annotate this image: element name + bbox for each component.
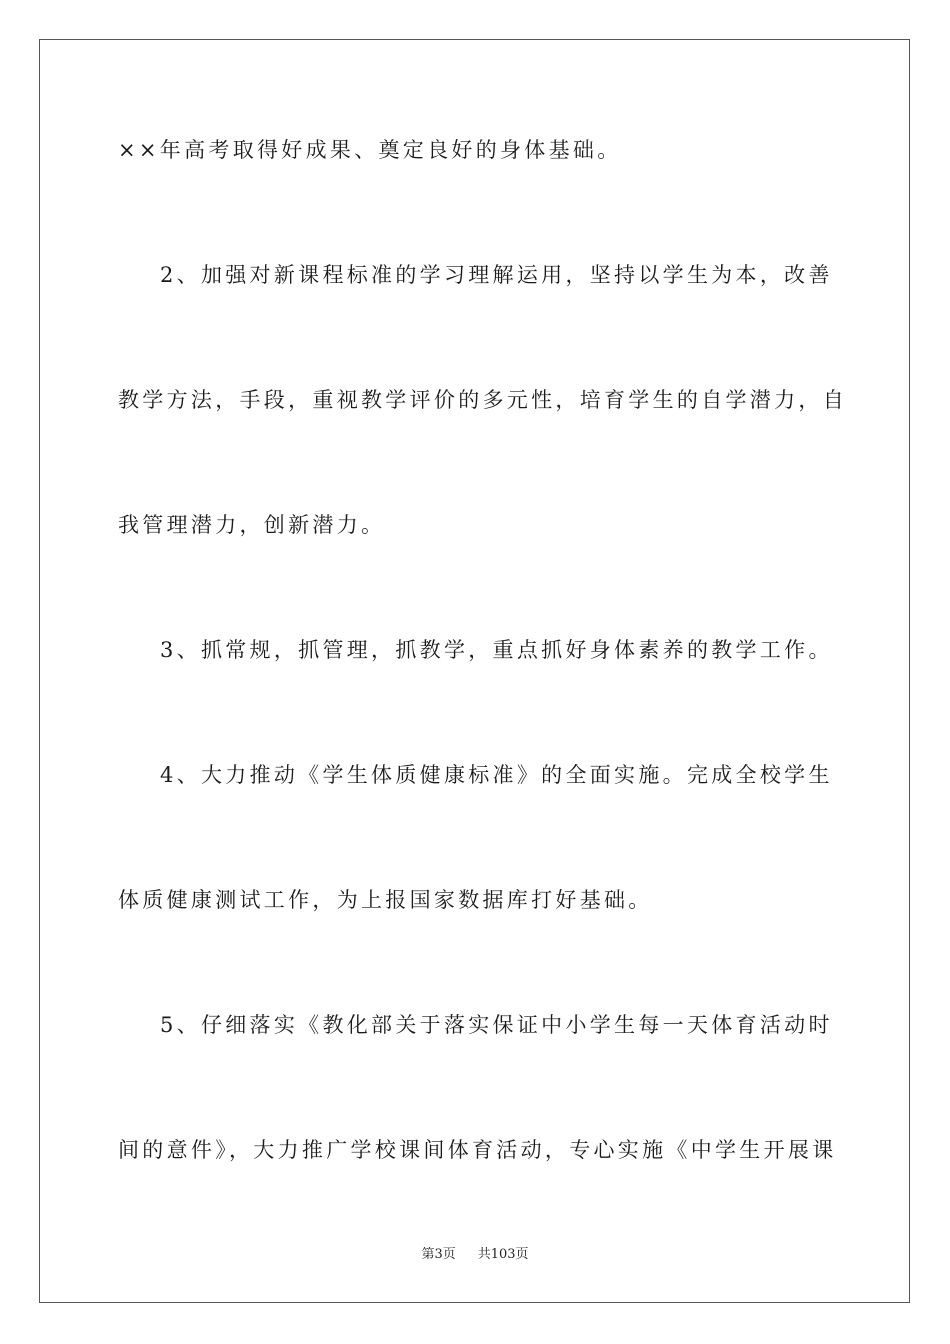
- page-footer: [0, 1246, 950, 1264]
- text-line: 4、大力推动《学生体质健康标准》的全面实施。完成全校学生: [160, 763, 833, 787]
- text-line: 5、仔细落实《教化部关于落实保证中小学生每一天体育活动时: [160, 1013, 833, 1037]
- text-line: 我管理潜力，创新潜力。: [118, 513, 386, 537]
- text-line: 教学方法，手段，重视教学评价的多元性，培育学生的自学潜力，自: [118, 388, 847, 412]
- page-border: [39, 39, 910, 1303]
- text-line: 3、抓常规，抓管理，抓教学，重点抓好身体素养的教学工作。: [160, 638, 833, 662]
- text-line: 2、加强对新课程标准的学习理解运用，坚持以学生为本，改善: [160, 263, 833, 287]
- text-line: 间的意件》，大力推广学校课间体育活动，专心实施《中学生开展课: [118, 1138, 837, 1162]
- page-total: 共103页: [477, 1247, 529, 1262]
- page-number: 第3页: [421, 1247, 456, 1262]
- text-line: ××年高考取得好成果、奠定良好的身体基础。: [118, 138, 622, 162]
- text-line: 体质健康测试工作，为上报国家数据库打好基础。: [118, 888, 653, 912]
